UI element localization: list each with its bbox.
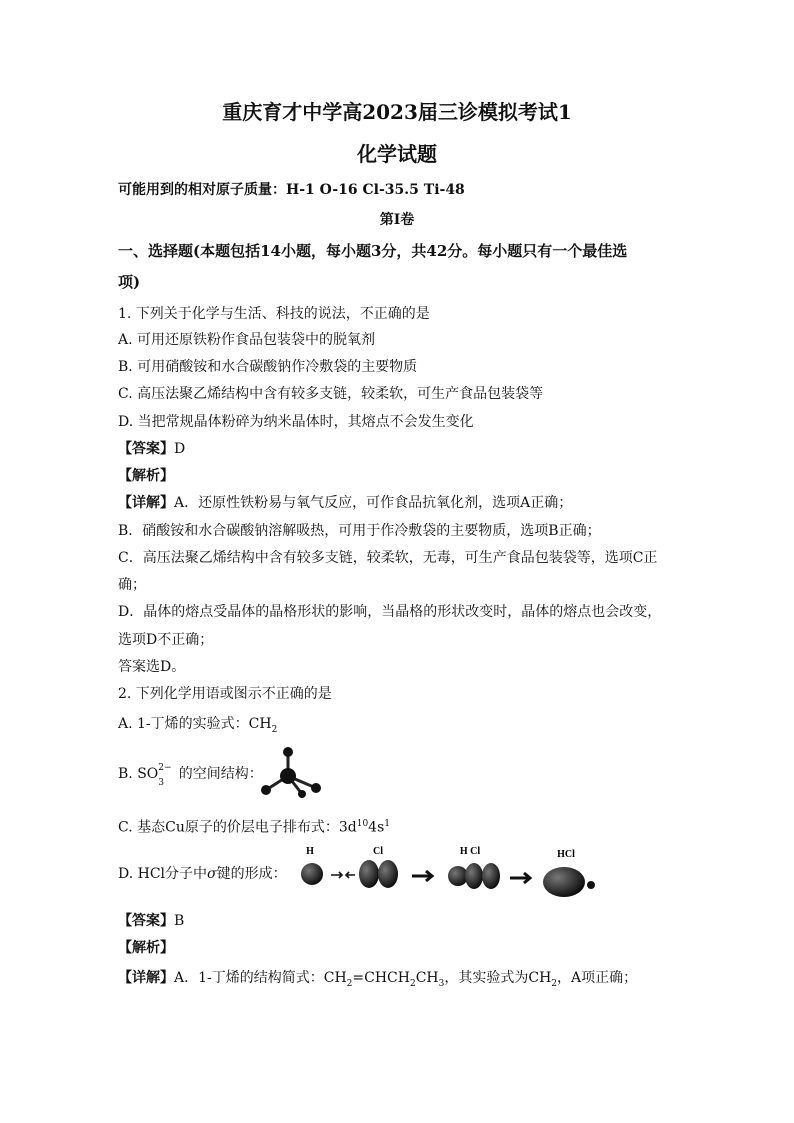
q1-option-a: A. 可用还原铁粉作食品包装袋中的脱氧剂	[118, 332, 376, 348]
hcl-small-lobe	[587, 881, 595, 889]
q2-e1-f4: CH	[528, 970, 552, 986]
overlap-cl-left	[465, 863, 483, 889]
q1-analysis-tag: 【解析】	[118, 468, 174, 484]
q2-option-a	[118, 714, 277, 740]
detail-tag: 【详解】	[118, 495, 174, 511]
q2-e1-f1s: 2	[346, 978, 353, 989]
q2-b-subscript: 3	[158, 778, 165, 788]
q1-stem: 1. 下列关于化学与生活、科技的说法，不正确的是	[118, 306, 430, 322]
section-heading-line1: 一、选择题(本题包括14小题，每小题3分，共42分。每小题只有一个最佳选	[118, 242, 628, 260]
q2-analysis-tag: 【解析】	[118, 940, 174, 956]
q1-answer	[118, 439, 185, 459]
q2-e1-a: A．1-丁烯的结构简式：	[174, 970, 324, 986]
q2-option-b	[118, 763, 263, 788]
q2-b-prefix: B.	[118, 766, 138, 782]
q1-explanation-a	[118, 493, 572, 513]
hcl-label: HCl	[557, 849, 575, 860]
q2-b-charge: 2−	[158, 763, 172, 773]
cl-label: Cl	[373, 846, 383, 857]
overlap-cl-right	[482, 863, 500, 889]
q2-c-4s: 4s	[368, 819, 385, 836]
q2-e1-f2: =CHCH	[352, 970, 410, 986]
q2-d-prefix: D. HCl分子中	[118, 866, 208, 882]
q1-conclusion: 答案选D。	[118, 659, 186, 675]
answer-tag: 【答案】	[118, 441, 174, 457]
q1-explanation-c2: 确；	[118, 577, 146, 593]
q2-e1-f2s: 2	[409, 978, 416, 989]
q1-explanation-b: B．硝酸铵和水合碳酸钠溶解吸热，可用于作冷敷袋的主要物质，选项B正确；	[118, 523, 601, 539]
section-heading-line2: 项)	[118, 273, 141, 291]
arrow-2	[510, 873, 530, 883]
q2-e1-c: ，A项正确；	[557, 970, 638, 986]
q2-a-subscript: 2	[271, 724, 278, 735]
answer-tag: 【答案】	[118, 913, 174, 929]
q2-b-suffix: 的空间结构：	[174, 766, 263, 782]
q2-option-d	[118, 864, 287, 884]
approach-arrows	[331, 872, 355, 878]
q2-c-3d: 3d	[338, 819, 357, 836]
q2-d-suffix: 键的形成：	[216, 866, 287, 882]
arrow-1	[412, 871, 432, 881]
h-cl-label: H Cl	[459, 846, 481, 857]
q2-c-3d-count: 10	[356, 819, 369, 829]
sigma-symbol: σ	[207, 866, 217, 882]
q1-explanation-d1: D．晶体的熔点受晶体的晶格形状的影响，当晶格的形状改变时，晶体的熔点也会改变，	[118, 604, 662, 620]
hcl-sigma-orbital	[543, 867, 585, 897]
document-title: 重庆育才中学高2023届三诊模拟考试1	[222, 100, 572, 124]
cl-p-lobe-left	[359, 860, 379, 888]
q1-answer-value: D	[174, 441, 186, 457]
q1-option-b: B. 可用硝酸铵和水合碳酸钠作冷敷袋的主要物质	[118, 359, 418, 375]
q2-c-4s-count: 1	[384, 819, 390, 829]
q1-option-c: C. 高压法聚乙烯结构中含有较多支链，较柔软，可生产食品包装袋等	[118, 386, 544, 402]
q2-e1-f1: CH	[323, 970, 347, 986]
q2-b-ion: SO	[137, 766, 159, 782]
q2-e1-f4s: 2	[551, 978, 558, 989]
q1-explanation-d2: 选项D不正确；	[118, 632, 214, 648]
atomic-masses: 可能用到的相对原子质量：H-1 O-16 Cl-35.5 Ti-48	[118, 182, 465, 198]
q2-stem: 2. 下列化学用语或图示不正确的是	[118, 686, 332, 702]
sulfite-structure-model	[256, 744, 326, 806]
h-s-orbital	[301, 863, 323, 885]
document-subject: 化学试题	[357, 142, 437, 166]
oxygen-atom-right	[311, 783, 321, 793]
q2-c-prefix: C. 基态Cu原子的价层电子排布式：	[118, 819, 339, 836]
q2-a-prefix: A. 1-丁烯的实验式：	[118, 716, 249, 732]
detail-tag: 【详解】	[118, 970, 174, 986]
q1-exp-a-text: A．还原性铁粉易与氧气反应，可作食品抗氧化剂，选项A正确；	[174, 495, 573, 511]
q1-option-d: D. 当把常规晶体粉碎为纳米晶体时，其熔点不会发生变化	[118, 414, 474, 430]
q2-e1-f3s: 3	[438, 978, 445, 989]
lone-pair-bottom	[298, 790, 306, 798]
cl-p-lobe-right	[378, 860, 398, 888]
q2-e1-b: ，其实验式为	[444, 970, 529, 986]
volume-heading: 第Ⅰ卷	[379, 212, 415, 228]
q2-answer-value: B	[174, 913, 185, 929]
sigma-bond-diagram	[298, 842, 608, 900]
h-label: H	[306, 846, 314, 857]
sulfur-atom	[280, 768, 296, 784]
oxygen-atom-left	[261, 785, 271, 795]
oxygen-atom-top	[283, 747, 293, 757]
q2-answer	[118, 911, 184, 931]
q1-explanation-c1: C．高压法聚乙烯结构中含有较多支链，较柔软，无毒，可生产食品包装袋等，选项C正	[118, 550, 658, 566]
q2-a-formula: CH	[248, 716, 272, 732]
q2-e1-f3: CH	[415, 970, 439, 986]
q2-explanation-a	[118, 968, 637, 994]
q2-option-c	[118, 814, 390, 838]
